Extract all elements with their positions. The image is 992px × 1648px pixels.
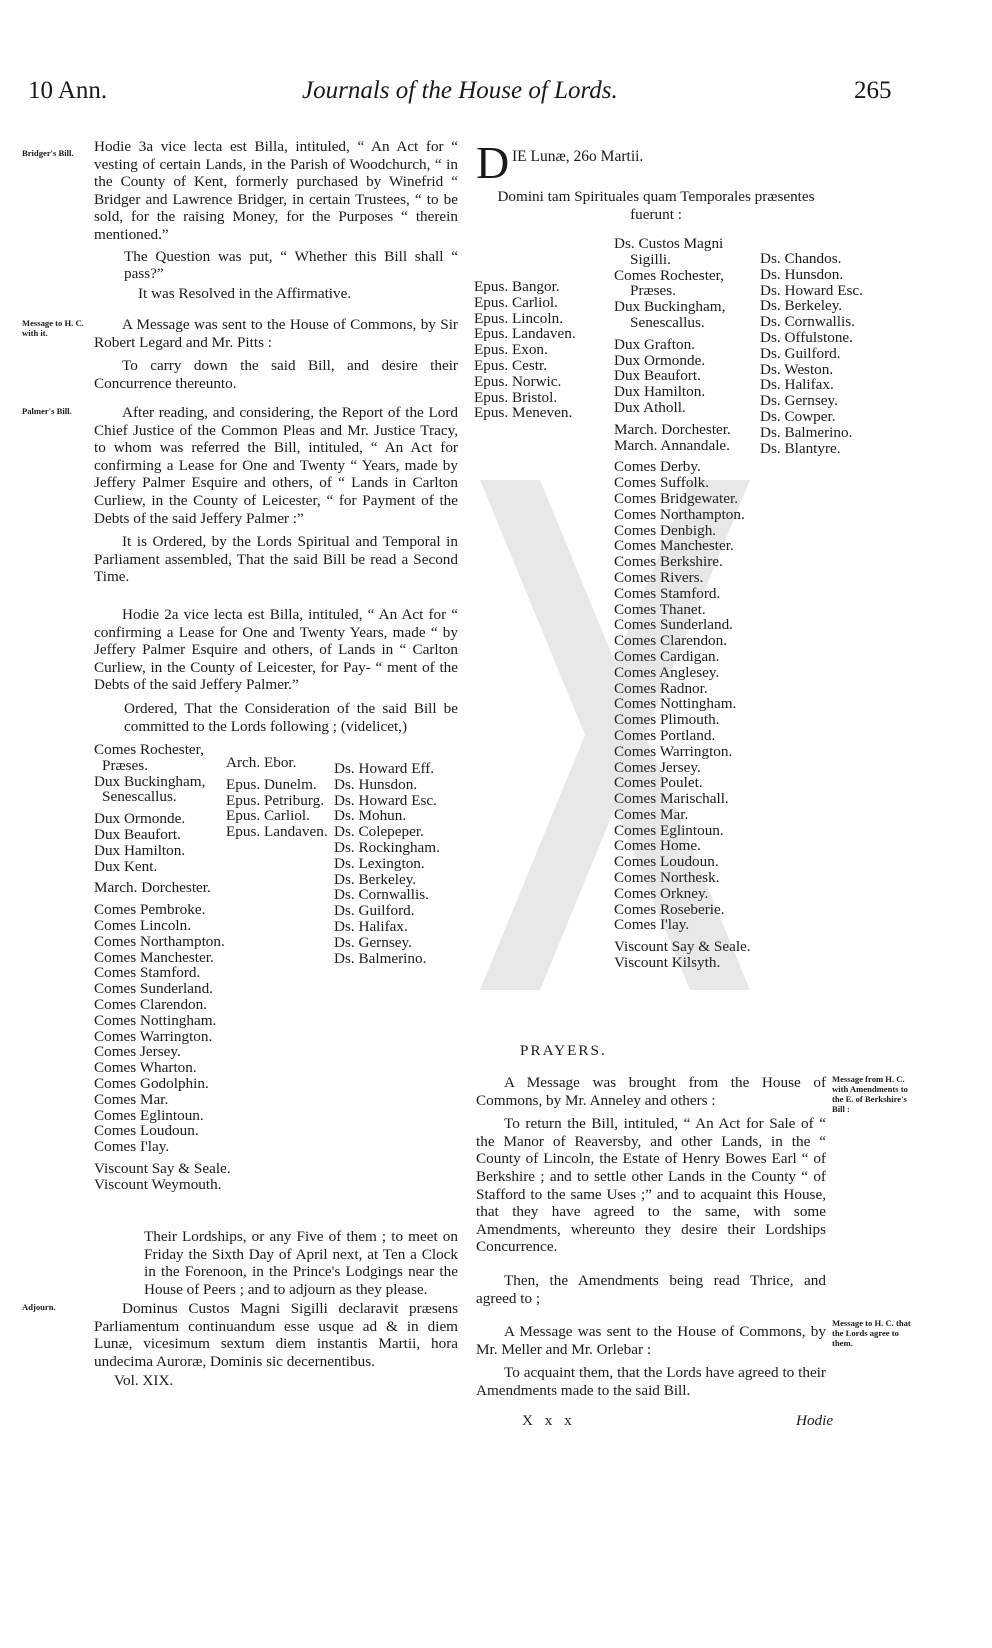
- list-item: Comes Mar.: [94, 1090, 169, 1108]
- list-item: Præses.: [102, 756, 148, 774]
- list-item: Præses.: [630, 282, 676, 300]
- list-item: Dux Ormonde.: [614, 351, 706, 369]
- list-item: Ds. Rockingham.: [334, 838, 440, 856]
- list-item: Ds. Lexington.: [334, 854, 425, 872]
- list-item: Comes Loudoun.: [94, 1122, 199, 1140]
- list-item: March. Annandale.: [614, 436, 730, 454]
- list-item: Comes Godolphin.: [94, 1074, 209, 1092]
- list-item: Comes Northampton.: [614, 505, 745, 523]
- list-item: Comes Home.: [614, 837, 701, 855]
- list-item: Comes Radnor.: [614, 679, 708, 697]
- list-item: Ds. Balmerino.: [760, 423, 853, 441]
- resolved-affirmative: It was Resolved in the Affirmative.: [138, 284, 352, 302]
- list-item: Comes Lincoln.: [94, 916, 192, 934]
- list-item: Comes I'lay.: [614, 916, 690, 934]
- header-page-number: 265: [854, 77, 892, 104]
- list-item: Comes Rochester,: [614, 266, 724, 284]
- list-item: Viscount Say & Seale.: [614, 938, 751, 956]
- list-item: Epus. Lincoln.: [474, 309, 564, 327]
- list-item: Sigilli.: [630, 250, 671, 268]
- margin-note-palmer: Palmer's Bill.: [22, 406, 72, 416]
- list-item: Comes Stamford.: [614, 584, 721, 602]
- list-item: Epus. Petriburg.: [226, 791, 325, 809]
- list-item: Epus. Landaven.: [226, 823, 328, 841]
- margin-note-adjourn: Adjourn.: [22, 1302, 56, 1312]
- list-item: Comes Plimouth.: [614, 711, 720, 729]
- list-item: Ds. Gernsey.: [334, 933, 412, 951]
- signature-mark: X x x: [522, 1412, 576, 1429]
- list-item: Ds. Berkeley.: [334, 870, 417, 888]
- list-item: Comes Mar.: [614, 805, 689, 823]
- list-item: Ds. Mohun.: [334, 807, 407, 825]
- list-item: Ds. Chandos.: [760, 250, 842, 267]
- list-item: Comes Roseberie.: [614, 900, 725, 918]
- list-item: Comes Northesk.: [614, 869, 720, 887]
- list-item: March. Dorchester.: [94, 879, 211, 897]
- list-item: Dux Beaufort.: [94, 825, 181, 843]
- list-item: Comes Jersey.: [94, 1043, 181, 1061]
- prayers-heading: PRAYERS.: [520, 1042, 607, 1059]
- list-item: Comes Denbigh.: [614, 521, 717, 539]
- list-item: Ds. Balmerino.: [334, 949, 427, 967]
- list-item: Ds. Weston.: [760, 360, 834, 378]
- list-item: Epus. Landaven.: [474, 325, 576, 343]
- list-item: Comes Manchester.: [94, 948, 214, 966]
- list-item: Comes Berkshire.: [614, 553, 723, 571]
- committee-meeting-text: Their Lordships, or any Five of them ; to meet on Friday the Sixth Day of April next, at Ten a Clock in the Forenoon, in the Prince's Lodgings near the House of Peers ; and to adjourn as they please.: [144, 1228, 458, 1298]
- present-heading: Domini tam Spirituales quam Temporales præsentes fuerunt :: [497, 188, 815, 223]
- date-drop-cap: D: [476, 137, 510, 188]
- list-item: Viscount Weymouth.: [94, 1175, 222, 1193]
- list-item: Dux Hamilton.: [614, 383, 706, 401]
- list-item: Comes Marischall.: [614, 790, 729, 808]
- palmer-report-text: After reading, and considering, the Report of the Lord Chief Justice of the Common Pleas and Mr. Justice Tracy, to whom was referred the Bill, intituled, “ An Act for confirming a Lease for One and Twenty “ Years, made by Jeffery Palmer Esquire and others, of “ Lands in Carlton Curliew, in the County of Leicester, “ for Payment of the Debts of the said Jeffery Palmer :”: [94, 404, 458, 527]
- list-item: Comes Cardigan.: [614, 647, 720, 665]
- list-item: Comes Rivers.: [614, 568, 704, 586]
- list-item: Ds. Custos Magni: [614, 235, 724, 252]
- present-barons-list: [760, 251, 880, 456]
- list-item: Dux Ormonde.: [94, 810, 186, 828]
- list-item: Viscount Kilsyth.: [614, 954, 721, 972]
- question-put: The Question was put, “ Whether this Bill shall “ pass?”: [124, 247, 458, 283]
- list-item: Comes Sunderland.: [614, 616, 733, 634]
- list-item: Comes Northampton.: [94, 932, 225, 950]
- list-item: Epus. Dunelm.: [226, 775, 317, 793]
- list-item: Ds. Berkeley.: [760, 297, 843, 315]
- list-item: Comes Jersey.: [614, 758, 701, 776]
- carry-down-bill: To carry down the said Bill, and desire their Concurrence thereunto.: [94, 357, 458, 392]
- list-item: Comes Clarendon.: [614, 632, 728, 650]
- list-item: Comes Sunderland.: [94, 980, 213, 998]
- present-bishops-list: [474, 279, 614, 421]
- list-item: Senescallus.: [102, 788, 177, 806]
- list-item: Comes Anglesey.: [614, 663, 720, 681]
- volume-label: Vol. XIX.: [114, 1372, 174, 1390]
- list-item: Arch. Ebor.: [226, 754, 297, 771]
- list-item: Ds. Cowper.: [760, 407, 836, 425]
- list-item: Comes Bridgewater.: [614, 489, 739, 507]
- message-sent-commons: A Message was sent to the House of Commons, by Sir Robert Legard and Mr. Pitts :: [94, 316, 458, 351]
- list-item: Comes Nottingham.: [94, 1011, 217, 1029]
- list-item: Comes Derby.: [614, 458, 701, 476]
- list-item: Comes Manchester.: [614, 537, 734, 555]
- margin-note-message: Message to H. C. with it.: [22, 318, 84, 338]
- list-item: Epus. Bangor.: [474, 278, 560, 295]
- list-item: Dux Buckingham,: [94, 772, 206, 790]
- list-item: Comes Wharton.: [94, 1059, 197, 1077]
- margin-note-berkshire: Message from H. C. with Amendments to the E. of Berkshire's Bill :: [832, 1074, 908, 1114]
- list-item: Comes Stamford.: [94, 964, 201, 982]
- list-item: Ds. Hunsdon.: [760, 265, 844, 283]
- ordered-second-reading: It is Ordered, by the Lords Spiritual and Temporal in Parliament assembled, That the said Bill be read a Second Time.: [94, 533, 458, 586]
- committee-list-temporal: [94, 741, 231, 1193]
- date-heading: IE Lunæ, 26o Martii.: [512, 148, 644, 165]
- list-item: Ds. Hunsdon.: [334, 775, 418, 793]
- list-item: Comes Warrington.: [94, 1027, 213, 1045]
- list-item: Ds. Offulstone.: [760, 328, 853, 346]
- margin-note-agree: Message to H. C. that the Lords agree to them.: [832, 1318, 911, 1348]
- list-item: Dux Hamilton.: [94, 841, 186, 859]
- list-item: Ds. Howard Eff.: [334, 760, 435, 777]
- message-sent-2-text: A Message was sent to the House of Commons, by Mr. Meller and Mr. Orlebar :: [476, 1323, 826, 1358]
- list-item: Ds. Halifax.: [334, 917, 408, 935]
- list-item: Comes Portland.: [614, 726, 716, 744]
- list-item: Ds. Colepeper.: [334, 823, 424, 841]
- list-item: Comes Clarendon.: [94, 995, 208, 1013]
- list-item: Comes Rochester,: [94, 741, 204, 758]
- list-item: Comes Eglintoun.: [94, 1106, 204, 1124]
- list-item: Ds. Guilford.: [760, 344, 841, 362]
- header-title: Journals of the House of Lords.: [302, 77, 618, 104]
- list-item: Ds. Halifax.: [760, 376, 834, 394]
- list-item: Ds. Gernsey.: [760, 392, 838, 410]
- list-item: Comes Suffolk.: [614, 474, 710, 492]
- list-item: Comes Nottingham.: [614, 695, 737, 713]
- list-item: Senescallus.: [630, 313, 705, 331]
- list-item: Dux Beaufort.: [614, 367, 701, 385]
- list-item: Epus. Carliol.: [474, 293, 558, 311]
- bridger-bill-text: Hodie 3a vice lecta est Billa, intituled, “ An Act for “ vesting of certain Lands, in the Parish of Woodchurch, “ in the County of Kent, formerly purchased by Winefrid “ Bridger and Lawrence Bridger, in certain Trustees, “ to be sold, for the raising Money, for the Purposes “ therein mentioned.”: [94, 138, 458, 243]
- list-item: Ds. Cornwallis.: [334, 886, 429, 904]
- list-item: Comes Pembroke.: [94, 901, 206, 919]
- amendments-read-text: Then, the Amendments being read Thrice, and agreed to ;: [476, 1271, 826, 1307]
- list-item: Comes Loudoun.: [614, 853, 719, 871]
- margin-note-bridger: Bridger's Bill.: [22, 148, 74, 158]
- committee-list-barons: [334, 761, 460, 966]
- header-regnal-year: 10 Ann.: [28, 77, 108, 104]
- list-item: Epus. Exon.: [474, 341, 548, 359]
- list-item: Comes Thanet.: [614, 600, 706, 618]
- catchword: Hodie: [796, 1412, 834, 1429]
- list-item: Dux Atholl.: [614, 398, 686, 416]
- list-item: Ds. Blantyre.: [760, 439, 841, 457]
- ordered-committee: Ordered, That the Consideration of the said Bill be committed to the Lords following ; (videlicet,): [124, 699, 458, 735]
- list-item: Comes Orkney.: [614, 884, 709, 902]
- list-item: Ds. Guilford.: [334, 902, 415, 920]
- list-item: Comes Eglintoun.: [614, 821, 724, 839]
- list-item: Comes Poulet.: [614, 774, 703, 792]
- present-temporal-list: [614, 236, 764, 971]
- committee-list-spiritual: [226, 755, 332, 840]
- list-item: Epus. Norwic.: [474, 372, 562, 390]
- list-item: March. Dorchester.: [614, 420, 731, 438]
- list-item: Comes I'lay.: [94, 1138, 170, 1156]
- adjourn-text: Dominus Custos Magni Sigilli declaravit præsens Parliamentum continuandum esse usque ad & in diem Lunæ, vicesimum sextum diem instantis Martii, hora undecima Auroræ, Dominis sic decernentibus.: [94, 1300, 458, 1370]
- list-item: Dux Kent.: [94, 857, 158, 875]
- list-item: Dux Grafton.: [614, 335, 695, 353]
- acquaint-text: To acquaint them, that the Lords have agreed to their Amendments made to the said Bill.: [476, 1364, 826, 1399]
- list-item: Ds. Howard Esc.: [760, 281, 863, 299]
- list-item: Epus. Meneven.: [474, 404, 573, 422]
- list-item: Epus. Bristol.: [474, 388, 558, 406]
- return-bill-text: To return the Bill, intituled, “ An Act for Sale of “ the Manor of Reaversby, and other Lands, in the “ County of Lincoln, the Estate of Henry Bowes Earl “ of Berkshire ; and to settle other Lands in the County “ of Stafford to the same Uses ;” and to acquaint this House, that they have agreed to the same, with some Amendments, whereunto they desire their Lordships Concurrence.: [476, 1115, 826, 1256]
- second-reading-text: Hodie 2a vice lecta est Billa, intituled, “ An Act for “ confirming a Lease for One and Twenty Years, made “ by Jeffery Palmer Esquire and others, of Lands in “ Carlton Curliew, in the County of Leicester, for Pay- “ ment of the Debts of the said Jeffery Palmer.”: [94, 605, 458, 694]
- list-item: Epus. Cestr.: [474, 356, 547, 374]
- list-item: Epus. Carliol.: [226, 807, 310, 825]
- list-item: Viscount Say & Seale.: [94, 1159, 231, 1177]
- list-item: Comes Warrington.: [614, 742, 733, 760]
- list-item: Dux Buckingham,: [614, 298, 726, 316]
- list-item: Ds. Cornwallis.: [760, 313, 855, 331]
- message-brought-text: A Message was brought from the House of Commons, by Mr. Anneley and others :: [476, 1074, 826, 1109]
- list-item: Ds. Howard Esc.: [334, 791, 437, 809]
